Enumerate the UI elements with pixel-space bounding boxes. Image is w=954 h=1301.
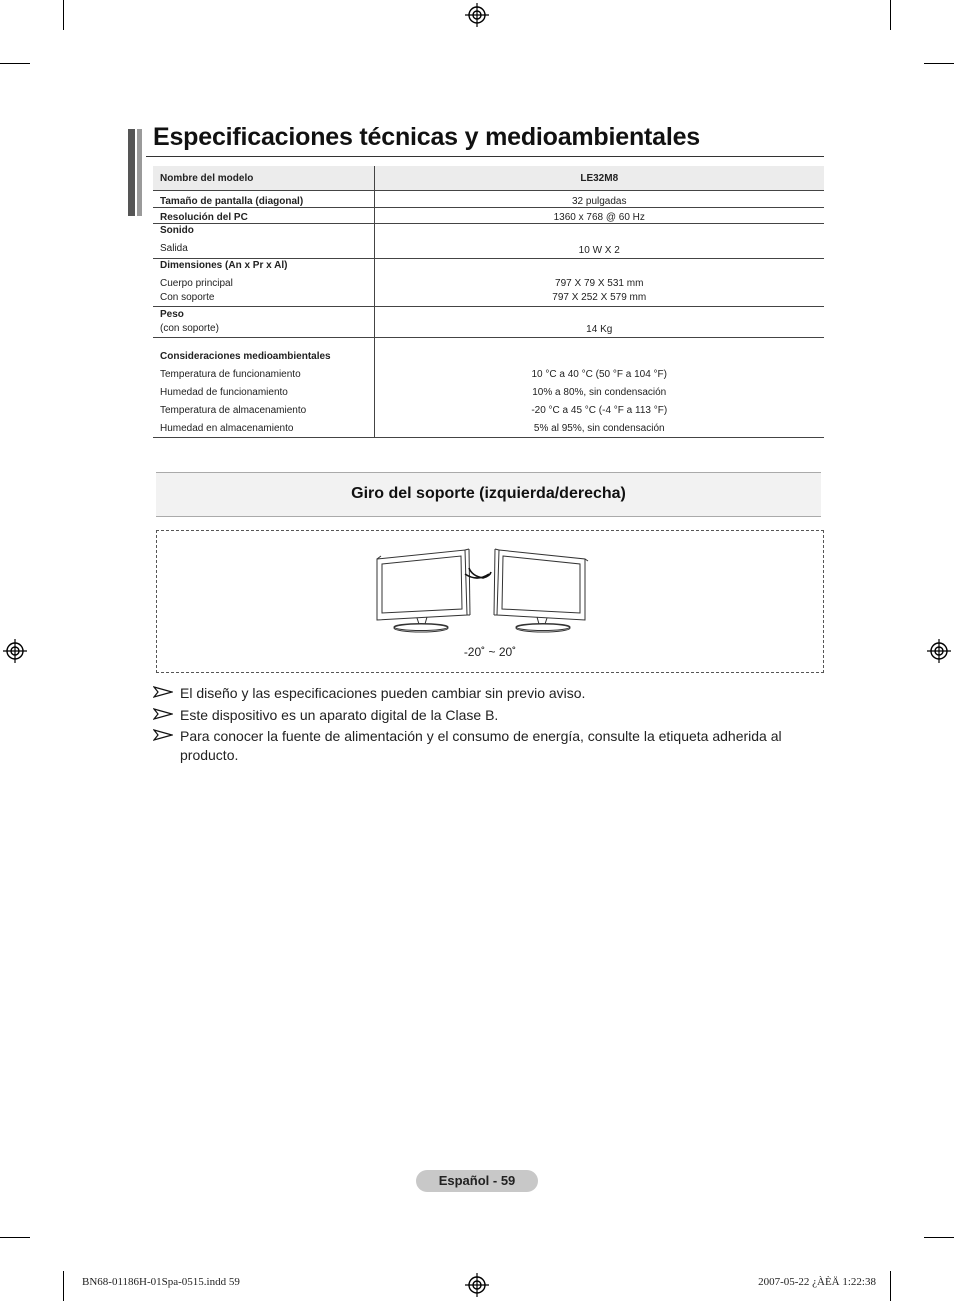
note-arrow-icon [153, 728, 173, 742]
row-label: Tamaño de pantalla (diagonal) [153, 191, 374, 208]
footer-file-slug: BN68-01186H-01Spa-0515.indd 59 [82, 1276, 240, 1288]
row-sublabel: (con soporte) [160, 323, 219, 334]
crop-mark [63, 0, 64, 30]
crop-mark [0, 1237, 30, 1238]
row-sublabel: Humedad en almacenamiento [160, 423, 294, 434]
table-row [153, 307, 824, 338]
row-value: 797 X 79 X 531 mm [555, 278, 644, 289]
table-row [153, 259, 824, 307]
row-label-cell [153, 307, 374, 338]
row-value: 14 Kg [374, 307, 824, 338]
row-value-cell [374, 338, 824, 438]
row-sublabel: Temperatura de almacenamiento [160, 405, 307, 416]
title-divider [146, 156, 824, 157]
row-value-cell [374, 259, 824, 307]
row-label-cell [153, 259, 374, 307]
table-header-row [153, 166, 824, 191]
crop-mark [924, 1237, 954, 1238]
note-text: Este dispositivo es un aparato digital de la Clase B. [180, 707, 499, 723]
row-label-cell [153, 338, 374, 438]
row-label: Resolución del PC [153, 208, 374, 224]
crop-mark [0, 63, 30, 64]
note-text: Para conocer la fuente de alimentación y el consumo de energía, consulte la etiqueta adherida al producto. [180, 728, 782, 763]
row-sublabel: Con soporte [160, 292, 215, 303]
row-value: 797 X 252 X 579 mm [552, 292, 647, 303]
table-row [153, 191, 824, 208]
crop-mark [924, 63, 954, 64]
row-label: Dimensiones (An x Pr x Al) [160, 260, 288, 271]
note-arrow-icon [153, 707, 173, 721]
table-header-label: Nombre del modelo [153, 166, 374, 191]
row-value: 32 pulgadas [374, 191, 824, 208]
page-title: Especificaciones técnicas y medioambientales [153, 123, 701, 151]
title-accent-bar [137, 129, 142, 216]
crop-mark [890, 1271, 891, 1301]
row-sublabel: Cuerpo principal [160, 278, 233, 289]
row-label: Sonido [160, 225, 194, 236]
table-row [153, 224, 824, 259]
note-item [153, 706, 803, 725]
row-value: -20 °C a 45 °C (-4 °F a 113 °F) [531, 405, 668, 416]
title-accent-bar [128, 129, 135, 216]
section-heading-box [156, 472, 821, 517]
registration-mark-icon [927, 639, 951, 663]
row-sublabel: Salida [160, 243, 188, 254]
table-header-value: LE32M8 [374, 166, 824, 191]
table-row [153, 338, 824, 438]
stand-rotation-figure [156, 530, 824, 673]
crop-mark [890, 0, 891, 30]
spec-table [153, 166, 824, 438]
row-value: 10 °C a 40 °C (50 °F a 104 °F) [531, 369, 667, 380]
row-label: Consideraciones medioambientales [160, 351, 331, 362]
note-arrow-icon [153, 685, 173, 699]
tv-right-icon [494, 549, 588, 632]
row-value: 5% al 95%, sin condensación [533, 423, 665, 434]
row-label: Peso [160, 309, 184, 320]
section-heading: Giro del soporte (izquierda/derecha) [351, 485, 626, 502]
row-sublabel: Humedad de funcionamiento [160, 387, 288, 398]
row-value: 1360 x 768 @ 60 Hz [374, 208, 824, 224]
page-number-badge: Español - 59 [416, 1170, 538, 1192]
rotation-angle-caption: -20˚ ~ 20˚ [463, 645, 517, 659]
tv-swivel-illustration [373, 546, 593, 636]
note-item [153, 684, 803, 703]
note-item [153, 727, 803, 765]
registration-mark-icon [3, 639, 27, 663]
table-row [153, 208, 824, 224]
footer-timestamp: 2007-05-22 ¿ÀÈÄ 1:22:38 [758, 1276, 876, 1288]
registration-mark-icon [465, 3, 489, 27]
row-value: 10% a 80%, sin condensación [532, 387, 667, 398]
registration-mark-icon [465, 1273, 489, 1297]
row-sublabel: Temperatura de funcionamiento [160, 369, 301, 380]
tv-left-icon [377, 549, 470, 632]
crop-mark [63, 1271, 64, 1301]
row-label-cell [153, 224, 374, 259]
note-text: El diseño y las especificaciones pueden cambiar sin previo aviso. [180, 685, 586, 701]
row-value: 10 W X 2 [374, 224, 824, 259]
